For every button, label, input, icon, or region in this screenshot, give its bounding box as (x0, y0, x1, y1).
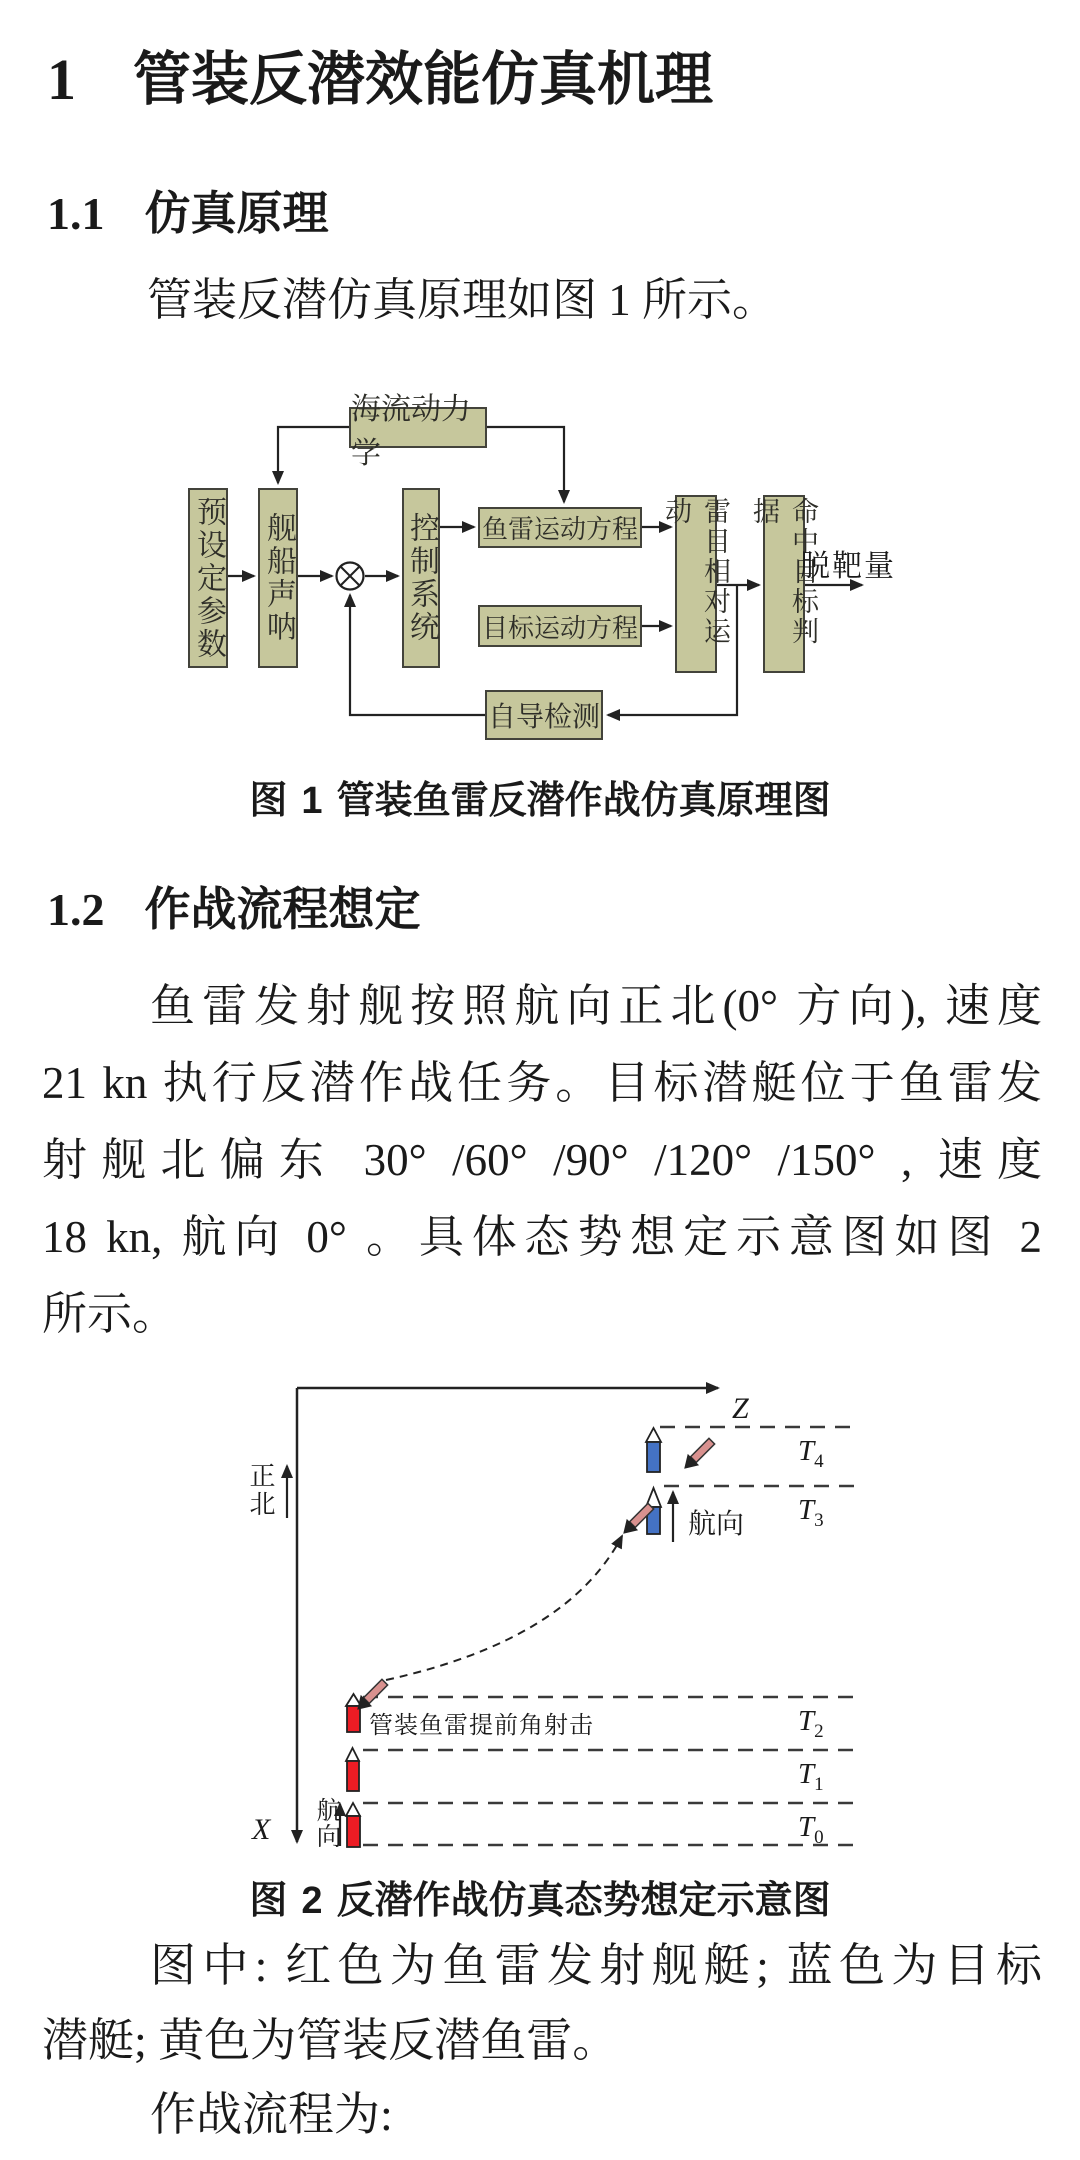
figure2-caption-number: 2 (301, 1880, 323, 1922)
figure1-caption (0, 778, 1080, 824)
red-ship-t0 (346, 1803, 360, 1847)
figure1-flowchart (0, 392, 1080, 780)
legend-line: 图中: 红色为鱼雷发射舰艇; 蓝色为目标 (150, 1940, 1042, 1991)
node-control-system: 控制系统 (402, 488, 440, 668)
scenario-line: 所示。 (42, 1289, 178, 1339)
figure1-caption-number: 1 (301, 780, 323, 822)
node-homing-detection: 自导检测 (485, 690, 603, 740)
summing-junction-icon (337, 563, 364, 590)
node-target-motion-equation: 目标运动方程 (478, 605, 642, 647)
scenario-line: 21 kn 执行反潜作战任务。目标潜艇位于鱼雷发 (42, 1058, 1042, 1108)
section-number: 1 (47, 47, 76, 112)
miss-distance-label: 脱靶量 (800, 550, 896, 583)
subsection-1-1-heading (47, 186, 329, 242)
figure1-caption-fig: 图 (249, 780, 288, 822)
subsection-1-1-text: 仿真原理 (144, 188, 329, 239)
paragraph-flow-intro: 作战流程为: (150, 2089, 393, 2140)
heading-label-t3: 航向 (688, 1509, 745, 1540)
figure2-caption-text: 反潜作战仿真态势想定示意图 (336, 1880, 831, 1922)
torpedo-trajectory-curve (386, 1536, 622, 1680)
paragraph-scenario (42, 968, 1042, 1353)
lead-angle-fire-label: 管装鱼雷提前角射击 (369, 1713, 594, 1739)
figure2-caption-fig: 图 (249, 1880, 288, 1922)
subsection-1-2-heading (47, 882, 421, 938)
figure2-graphics (0, 1380, 1080, 1858)
time-label-t2: $T_2$ (798, 1705, 824, 1742)
time-lines (363, 1427, 855, 1845)
node-hit-target-criterion: 命中目标判据 (763, 495, 805, 673)
torpedo-icon-t4 (679, 1436, 718, 1475)
subsection-1-1-number: 1.1 (47, 188, 105, 239)
direction-arrows (287, 1466, 673, 1846)
node-torpedo-target-relative-motion: 雷目相对运动 (675, 495, 717, 673)
time-label-t3: $T_3$ (798, 1494, 824, 1531)
figure2-caption (0, 1878, 1080, 1924)
north-label: 正北 (246, 1462, 275, 1518)
x-axis-label: X (252, 1813, 271, 1846)
red-ship-t1 (346, 1748, 359, 1791)
node-preset-parameters: 预设定参数 (188, 488, 228, 668)
scenario-line: 鱼雷发射舰按照航向正北(0° 方向), 速度 (150, 981, 1042, 1031)
figure1-caption-text: 管装鱼雷反潜作战仿真原理图 (336, 780, 831, 822)
figure2-situation-diagram (0, 1380, 1080, 1858)
z-axis-label: Z (732, 1392, 749, 1425)
paragraph-intro: 管装反潜仿真原理如图 1 所示。 (147, 275, 778, 325)
time-label-t1: $T_1$ (798, 1758, 824, 1795)
node-ocean-current-dynamics: 海流动力学 (349, 407, 487, 448)
node-torpedo-motion-equation: 鱼雷运动方程 (478, 507, 642, 548)
time-label-t0: $T_0$ (798, 1811, 824, 1848)
section-title (47, 46, 713, 114)
node-ship-sonar: 舰船声呐 (258, 488, 298, 668)
section-title-text: 管装反潜效能仿真机理 (133, 47, 714, 112)
scenario-line: 射舰北偏东 30° /60° /90° /120° /150° , 速度 (42, 1135, 1042, 1185)
paragraph-legend (42, 1928, 1042, 2078)
blue-ship-t4 (646, 1428, 661, 1472)
subsection-1-2-number: 1.2 (47, 884, 105, 935)
red-ship-t2 (346, 1694, 361, 1732)
subsection-1-2-text: 作战流程想定 (144, 884, 421, 935)
heading-label-t0: 航向 (313, 1797, 340, 1849)
time-label-t4: $T_4$ (798, 1435, 824, 1472)
scenario-line: 18 kn, 航向 0° 。具体态势想定示意图如图 2 (42, 1212, 1042, 1262)
legend-line: 潜艇; 黄色为管装反潜鱼雷。 (42, 2015, 619, 2066)
